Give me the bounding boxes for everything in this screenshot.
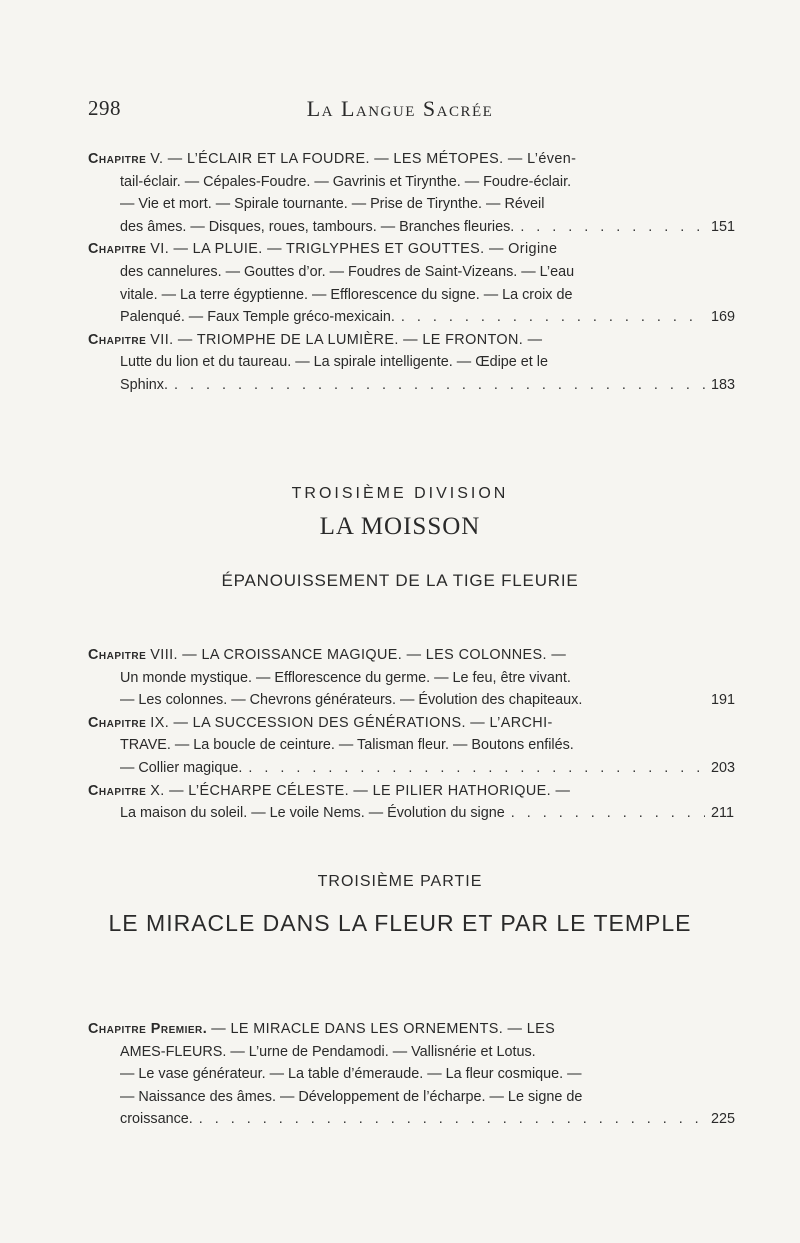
dot-leader: [520, 216, 705, 239]
part-name: LE MIRACLE DANS LA FLEUR ET PAR LE TEMPLE: [108, 910, 692, 936]
toc-block-2: [88, 644, 736, 825]
entry-line: — Collier magique.: [120, 759, 243, 776]
entry-last-line: [88, 306, 736, 329]
chapter-title: VII. — TRIOMPHE DE LA LUMIÈRE. — LE FRONTON. —: [150, 331, 543, 348]
entry-line: — Les colonnes. — Chevrons générateurs. — Évolution des chapiteaux.: [120, 692, 583, 709]
chapter-title: V. — L’ÉCLAIR ET LA FOUDRE. — LES MÉTOPES. — L’éven-: [150, 151, 577, 167]
entry-last-line: [88, 802, 733, 825]
entry-line: Sphinx.: [120, 376, 168, 393]
entry-line: vitale. — La terre égyptienne. — Efflorescence du signe. — La croix de: [120, 286, 573, 303]
toc-entry-chapter-10: [88, 780, 733, 825]
toc-entry-chapter-9: [88, 712, 736, 780]
chapter-title: IX. — LA SUCCESSION DES GÉNÉRATIONS. — L’ARCHI-: [150, 714, 553, 731]
page-ref: 169: [711, 309, 736, 326]
dot-leader: [248, 757, 705, 780]
chapter-label: Chapitre: [88, 647, 147, 663]
chapter-label: Chapitre: [88, 782, 147, 799]
entry-last-line: [88, 1108, 736, 1131]
part-heading: TROISIÈME PARTIE: [317, 873, 483, 890]
toc-entry-chapter-5: [88, 148, 736, 238]
entry-line: des cannelures. — Gouttes d’or. — Foudres de Saint-Vizeans. — L’eau: [120, 263, 575, 280]
chapter-label: Chapitre: [88, 714, 147, 731]
page-number: 298: [88, 96, 121, 120]
page-ref: 211: [711, 805, 734, 822]
entry-line: — Vie et mort. — Spirale tournante. — Prise de Tirynthe. — Réveil: [120, 196, 545, 213]
chapter-title: VIII. — LA CROISSANCE MAGIQUE. — LES COLONNES. —: [150, 647, 567, 663]
toc-block-1: [88, 148, 736, 397]
toc-entry-chapter-7: [88, 329, 736, 397]
toc-entry-chapter-8: [88, 644, 736, 712]
page-ref: 151: [711, 218, 736, 235]
toc-entry-chapter-6: [88, 238, 736, 328]
entry-line: croissance.: [120, 1111, 193, 1128]
chapter-label: Chapitre: [88, 241, 147, 258]
entry-last-line: [88, 689, 736, 712]
page-ref: 183: [711, 376, 736, 393]
entry-last-line: [88, 374, 736, 397]
division-subtitle: ÉPANOUISSEMENT DE LA TIGE FLEURIE: [221, 571, 579, 590]
page-header: [70, 96, 730, 136]
entry-last-line: [88, 757, 736, 780]
entry-line: des âmes. — Disques, roues, tambours. — Branches fleuries.: [120, 218, 515, 235]
entry-line: Palenqué. — Faux Temple gréco-mexicain.: [120, 309, 395, 326]
dot-leader: [511, 802, 705, 825]
page-ref: 191: [711, 692, 736, 709]
entry-line: — Naissance des âmes. — Développement de l’écharpe. — Le signe de: [120, 1088, 583, 1105]
entry-line: La maison du soleil. — Le voile Nems. — Évolution du signe: [120, 805, 505, 822]
page-ref: 225: [711, 1111, 736, 1128]
division-name: LA MOISSON: [319, 513, 481, 540]
entry-line: AMES-FLEURS. — L’urne de Pendamodi. — Vallisnérie et Lotus.: [120, 1043, 536, 1060]
division-heading: TROISIÈME DIVISION: [291, 485, 509, 502]
dot-leader: [199, 1108, 705, 1131]
chapter-title: X. — L’ÉCHARPE CÉLESTE. — LE PILIER HATHORIQUE. —: [150, 782, 571, 799]
entry-line: Un monde mystique. — Efflorescence du germe. — Le feu, être vivant.: [120, 669, 571, 686]
chapter-title: VI. — LA PLUIE. — TRIGLYPHES ET GOUTTES. — Origine: [150, 241, 558, 258]
chapter-label: Chapitre Premier.: [88, 1021, 208, 1037]
entry-line: Lutte du lion et du taureau. — La spirale intelligente. — Œdipe et le: [120, 354, 548, 371]
chapter-label: Chapitre: [88, 151, 147, 167]
toc-entry-chapter-1: [88, 1018, 736, 1131]
dot-leader: [174, 374, 705, 397]
entry-line: — Le vase générateur. — La table d’émeraude. — La fleur cosmique. —: [120, 1066, 582, 1083]
dot-leader: [401, 306, 705, 329]
entry-line: TRAVE. — La boucle de ceinture. — Talisman fleur. — Boutons enfilés.: [120, 737, 574, 754]
page-ref: 203: [711, 759, 736, 776]
entry-line: tail-éclair. — Cépales-Foudre. — Gavrinis et Tirynthe. — Foudre-éclair.: [120, 173, 572, 190]
running-title: La Langue Sacrée: [306, 96, 494, 121]
chapter-title: — LE MIRACLE DANS LES ORNEMENTS. — LES: [211, 1021, 556, 1037]
chapter-label: Chapitre: [88, 331, 147, 348]
toc-block-3: [88, 1018, 736, 1131]
entry-last-line: [88, 216, 736, 239]
